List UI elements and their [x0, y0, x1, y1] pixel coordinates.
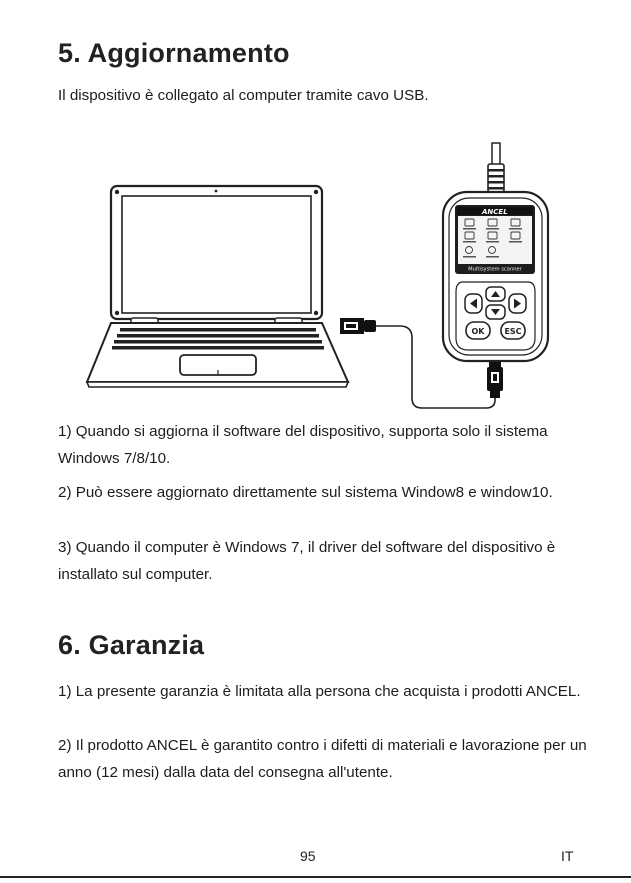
mini-usb-plug-icon [487, 362, 503, 398]
scanner-esc-label: ESC [504, 327, 522, 336]
warranty-item-1: 1) La presente garanzia è limitata alla persona che acquista i prodotti ANCEL. [58, 683, 581, 700]
scanner-device [443, 192, 548, 361]
scanner-left-button [465, 294, 482, 313]
section-title-warranty: 6. Garanzia [58, 630, 205, 660]
page-number: 95 [300, 848, 316, 864]
usb-connection-illustration [0, 140, 631, 415]
laptop-icon [87, 186, 348, 387]
scanner-right-button [509, 294, 526, 313]
scanner-brand: ANCEL [482, 208, 508, 216]
scanner-esc-button [501, 322, 525, 339]
warranty-item-2: 2) Il prodotto ANCEL è garantito contro i difetti di materiali e lavorazione per un anno (12 mesi) dalla data del consegna all'utente. [58, 737, 587, 781]
intro-text: Il dispositivo è collegato al computer tramite cavo USB. [58, 87, 429, 104]
update-item-3: 3) Quando il computer è Windows 7, il driver del software del dispositivo è installato sul computer. [58, 539, 556, 583]
bottom-divider [0, 876, 631, 878]
scanner-ok-button [466, 322, 490, 339]
language-code: IT [561, 848, 574, 864]
scanner-ok-label: OK [471, 327, 485, 336]
update-item-1: 1) Quando si aggiorna il software del dispositivo, supporta solo il sistema Windows 7/8/10. [58, 423, 548, 467]
scanner-up-button [486, 287, 505, 301]
scanner-obd-cable [488, 143, 504, 192]
usb-a-plug-icon [340, 318, 376, 334]
scanner-screen-caption: Multisystem scanner [468, 266, 522, 273]
scanner-down-button [486, 305, 505, 319]
section-title-update: 5. Aggiornamento [58, 38, 290, 68]
update-item-2: 2) Può essere aggiornato direttamente sul sistema Window8 e window10. [58, 484, 553, 501]
